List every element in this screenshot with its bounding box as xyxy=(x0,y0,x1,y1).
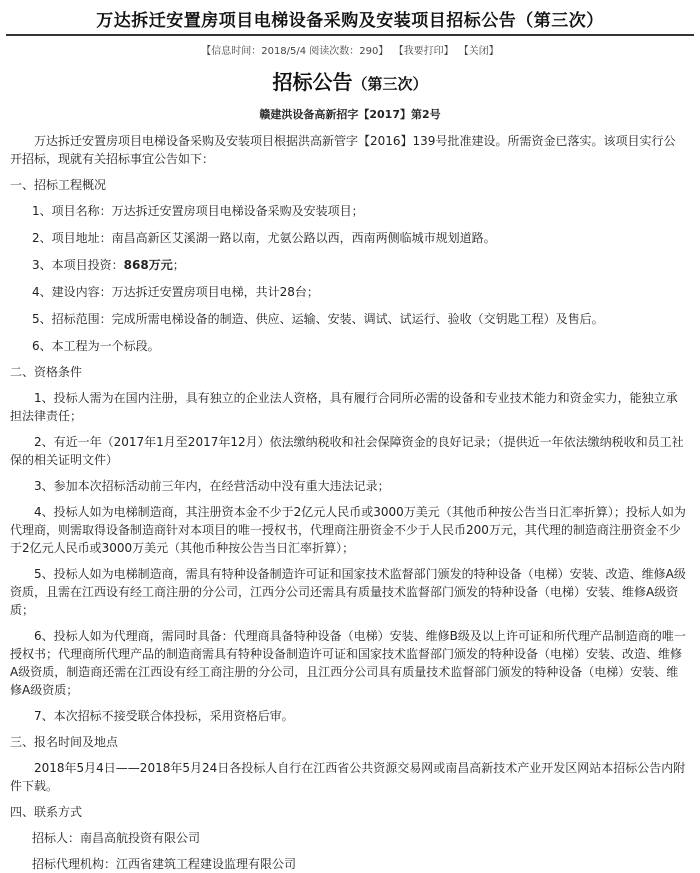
list-item xyxy=(10,256,686,274)
page-title: 万达拆迁安置房项目电梯设备采购及安装项目招标公告（第三次） xyxy=(96,11,604,31)
notice-title-round: （第三次） xyxy=(352,75,428,93)
registration-text: 2018年5月4日——2018年5月24日各投标人自行在江西省公共资源交易网或南昌高新技术产业开发区网站本招标公告内附件下载。 xyxy=(10,761,686,793)
list-item: 4、建设内容：万达拆迁安置房项目电梯，共计28台； xyxy=(32,285,319,299)
close-link[interactable]: 【关闭】 xyxy=(458,46,499,57)
section-heading: 三、报名时间及地点 xyxy=(10,735,119,749)
section-heading: 二、资格条件 xyxy=(10,365,83,379)
meta-bar xyxy=(0,42,700,57)
notice-title-main: 招标公告 xyxy=(272,70,353,94)
intro-paragraph: 万达拆迁安置房项目电梯设备采购及安装项目根据洪高新管字【2016】139号批准建设。所需资金已落实。该项目实行公开招标，现就有关招标事宜公告如下： xyxy=(10,134,676,166)
document-number: 赣建洪设备高新招字【2017】第2号 xyxy=(259,108,441,121)
notice-title xyxy=(0,66,700,95)
section-heading: 四、联系方式 xyxy=(10,805,83,819)
list-item: 1、投标人需为在国内注册，具有独立的企业法人资格，具有履行合同所必需的设备和专业技术能力和资金实力，能独立承担法律责任； xyxy=(10,391,678,423)
print-link[interactable]: 【我要打印】 xyxy=(393,46,454,57)
list-item: 2、项目地址：南昌高新区艾溪湖一路以南，尤氨公路以西，西南两侧临城市规划道路。 xyxy=(32,231,496,245)
tenderer-contact: 招标人：南昌高航投资有限公司 xyxy=(32,831,201,845)
list-item: 7、本次招标不接受联合体投标，采用资格后审。 xyxy=(34,709,294,723)
agent-contact: 招标代理机构：江西省建筑工程建设监理有限公司 xyxy=(32,857,297,871)
list-item: 6、本工程为一个标段。 xyxy=(32,339,160,353)
info-time: 【信息时间：2018/5/4 阅读次数：290】 xyxy=(201,46,389,57)
section-heading: 一、招标工程概况 xyxy=(10,178,107,192)
list-item: 5、招标范围：完成所需电梯设备的制造、供应、运输、安装、调试、试运行、验收（交钥匙工程）及售后。 xyxy=(32,312,604,326)
list-item: 3、参加本次招标活动前三年内，在经营活动中没有重大违法记录； xyxy=(34,479,390,493)
investment-value: 868万元 xyxy=(123,258,173,272)
list-item: 5、投标人如为电梯制造商，需具有特种设备制造许可证和国家技术监督部门颁发的特种设备（电梯）安装、改造、维修A级资质，且需在江西设有经工商注册的分公司，江西分公司还需具有质量技术监督部门颁发的特种设备（电梯）安装、维修A级资质； xyxy=(10,567,686,617)
list-item: 6、投标人如为代理商，需同时具备：代理商具备特种设备（电梯）安装、维修B级及以上许可证和所代理产品制造商的唯一授权书；代理商所代理产品的制造商需具有特种设备制造许可证和国家技术监督部门颁发的特种设备（电梯）安装、改造、维修A级资质，制造商还需在江西设有经工商注册的分公司，且江西分公司具有质量技术监督部门颁发的特种设备（电梯）安装、维修A级资质； xyxy=(10,629,686,697)
title-divider xyxy=(6,34,694,36)
list-item: 2、有近一年（2017年1月至2017年12月）依法缴纳税收和社会保障资金的良好记录；（提供近一年依法缴纳税收和员工社保的相关证明文件） xyxy=(10,435,684,467)
investment-end: ； xyxy=(172,258,185,272)
investment-label: 3、本项目投资： xyxy=(32,258,124,272)
notice-body xyxy=(10,132,686,873)
list-item: 4、投标人如为电梯制造商，其注册资本金不少于2亿元人民币或3000万美元（其他币种按公告当日汇率折算）；投标人如为代理商，则需取得设备制造商针对本项目的唯一授权书，代理商注册资金不少于人民币200万元，其代理的制造商注册资金不少于2亿元人民币或3000万美元（其他币种按公告当日汇率折算）； xyxy=(10,505,686,555)
list-item: 1、项目名称：万达拆迁安置房项目电梯设备采购及安装项目； xyxy=(32,204,364,218)
